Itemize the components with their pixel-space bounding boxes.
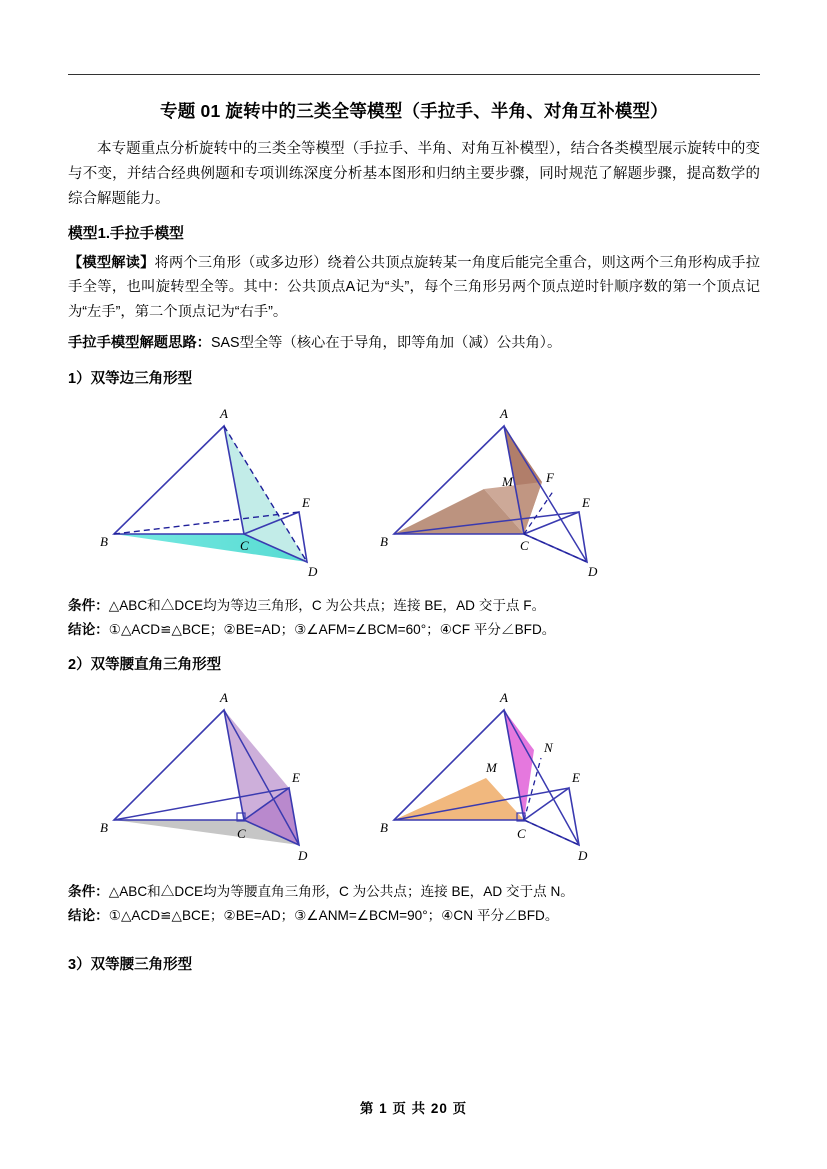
label-D-left: D bbox=[308, 564, 318, 580]
label-C-left-2: C bbox=[237, 826, 246, 842]
section-1-condition bbox=[68, 595, 760, 617]
label-B-left: B bbox=[100, 534, 108, 550]
condition-label-1: 条件： bbox=[68, 598, 109, 614]
section-2-conclusion bbox=[68, 905, 760, 927]
page-title: 专题 01 旋转中的三类全等模型（手拉手、半角、对角互补模型） bbox=[160, 101, 668, 121]
figure-2-svg bbox=[94, 680, 734, 875]
label-B-left-2: B bbox=[100, 820, 108, 836]
model-heading: 模型1.手拉手模型 bbox=[68, 225, 184, 242]
label-A-right: A bbox=[500, 406, 508, 422]
condition-text-1: △ABC和△DCE均为等边三角形，C 为公共点；连接 BE，AD 交于点 F。 bbox=[108, 598, 546, 614]
label-F-right: F bbox=[546, 470, 554, 486]
label-D-left-2: D bbox=[298, 848, 308, 864]
conclusion-label-1: 结论： bbox=[68, 622, 109, 638]
label-B-right: B bbox=[380, 534, 388, 550]
model-explanation bbox=[68, 251, 760, 325]
method-text: SAS型全等（核心在于导角，即等角加（减）公共角）。 bbox=[210, 334, 562, 351]
explain-text: 将两个三角形（或多边形）绕着公共顶点旋转某一角度后能完全重合，则这两个三角形构成手拉手全等，也叫旋转型全等。其中：公共顶点A记为“头”，每个三角形另两个顶点逆时针顺序数的第一个顶点记为“左手”，第二个顶点记为“右手”。 bbox=[68, 254, 760, 320]
figure-2-right bbox=[380, 690, 588, 863]
figure-isosceles-right-pair bbox=[68, 680, 760, 875]
label-E-left-2: E bbox=[292, 770, 300, 786]
label-E-right-2: E bbox=[572, 770, 580, 786]
section-heading-3: 3）双等腰三角形型 bbox=[68, 957, 193, 974]
figure-1-svg bbox=[94, 394, 734, 589]
method-line bbox=[68, 331, 760, 356]
section-heading-1: 1）双等边三角形型 bbox=[68, 371, 193, 388]
document-content bbox=[68, 98, 760, 980]
condition-label-2: 条件： bbox=[68, 884, 109, 900]
label-E-left: E bbox=[302, 495, 310, 511]
label-C-right: C bbox=[520, 538, 529, 554]
explain-label: 【模型解读】 bbox=[68, 254, 155, 271]
label-M-right: M bbox=[502, 474, 513, 490]
figure-equilateral-pair bbox=[68, 394, 760, 589]
condition-text-2: △ABC和△DCE均为等腰直角三角形，C 为公共点；连接 BE，AD 交于点 N。 bbox=[108, 884, 574, 900]
method-label: 手拉手模型解题思路： bbox=[68, 334, 211, 351]
label-D-right-2: D bbox=[578, 848, 588, 864]
figure-1-left bbox=[100, 406, 318, 579]
label-B-right-2: B bbox=[380, 820, 388, 836]
section-1-conclusion bbox=[68, 619, 760, 641]
label-C-left: C bbox=[240, 538, 249, 554]
figure-1-right bbox=[380, 406, 598, 579]
label-A-left: A bbox=[220, 406, 228, 422]
label-N-right-2: N bbox=[544, 740, 553, 756]
label-M-right-2: M bbox=[486, 760, 497, 776]
page-footer: 第 1 页 共 20 页 bbox=[359, 1101, 468, 1116]
label-A-left-2: A bbox=[220, 690, 228, 706]
conclusion-label-2: 结论： bbox=[68, 908, 109, 924]
section-heading-2: 2）双等腰直角三角形型 bbox=[68, 657, 222, 674]
label-C-right-2: C bbox=[517, 826, 526, 842]
intro-paragraph: 本专题重点分析旋转中的三类全等模型（手拉手、半角、对角互补模型），结合各类模型展示旋转中的变与不变，并结合经典例题和专项训练深度分析基本图形和归纳主要步骤，同时规范了解题步骤，提高数学的综合解题能力。 bbox=[68, 141, 760, 207]
section-2-condition bbox=[68, 881, 760, 903]
conclusion-text-1: ①△ACD≌△BCE；②BE=AD；③∠AFM=∠BCM=60°；④CF 平分∠BFD。 bbox=[108, 622, 556, 638]
label-D-right: D bbox=[588, 564, 598, 580]
figure-2-left bbox=[100, 690, 308, 863]
label-E-right: E bbox=[582, 495, 590, 511]
conclusion-text-2: ①△ACD≌△BCE；②BE=AD；③∠ANM=∠BCM=90°；④CN 平分∠BFD。 bbox=[108, 908, 559, 924]
label-A-right-2: A bbox=[500, 690, 508, 706]
header-rule bbox=[68, 74, 760, 75]
